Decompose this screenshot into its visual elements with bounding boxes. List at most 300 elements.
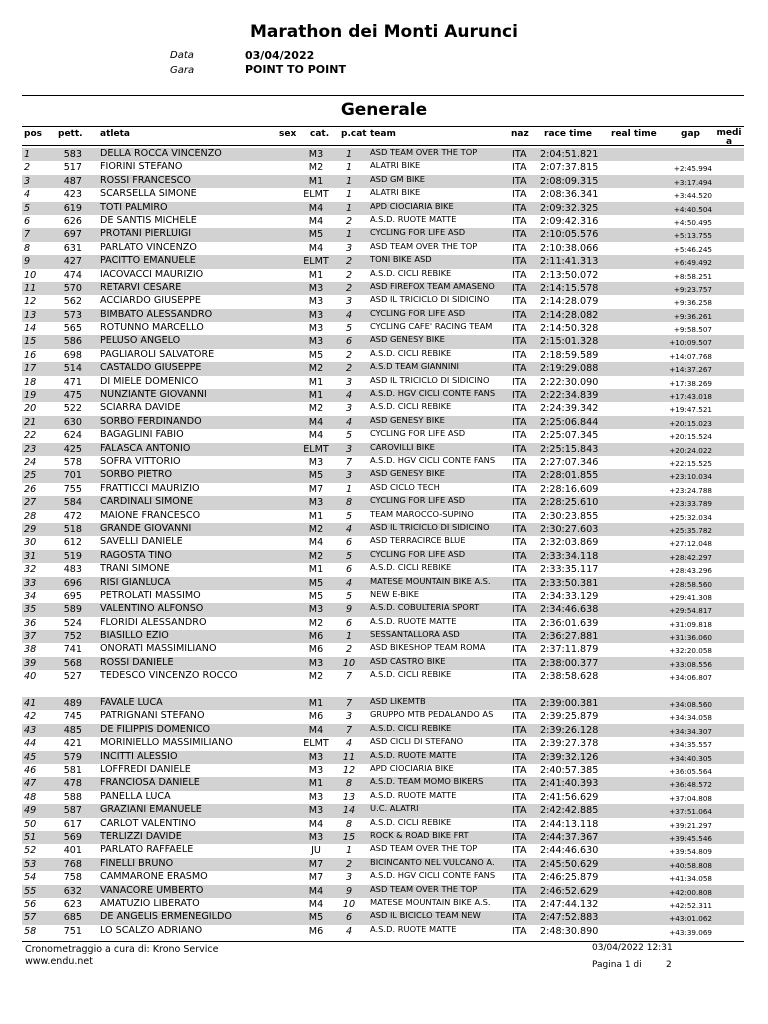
row-team: A.S.D. RUOTE MATTE (370, 615, 457, 626)
row-category: M7 (308, 483, 324, 495)
row-pos: 8 (24, 242, 31, 254)
row-category: M3 (308, 336, 324, 348)
row-nationality: ITA (512, 604, 527, 616)
row-category: M2 (308, 671, 324, 683)
row-race-time: 2:45:50.629 (540, 858, 599, 870)
row-race-time: 2:40:57.385 (540, 764, 599, 776)
row-gap: +22:15.525 (669, 458, 712, 468)
row-category-position: 8 (345, 778, 353, 790)
row-category: M3 (308, 751, 324, 763)
row-athlete: BIMBATO ALESSANDRO (100, 308, 213, 320)
row-race-time: 2:14:15.578 (540, 282, 599, 294)
row-nationality: ITA (512, 336, 527, 348)
row-gap: +23:33.789 (669, 499, 712, 509)
row-nationality: ITA (512, 644, 527, 656)
row-team: A.S.D. CICLI REBIKE (370, 669, 452, 680)
row-category-position: 1 (345, 631, 353, 643)
row-team: CYCLING FOR LIFE ASD (370, 548, 466, 559)
row-gap: +34:40.305 (669, 753, 712, 763)
row-category-position: 3 (345, 242, 353, 254)
row-nationality: ITA (512, 215, 527, 227)
row-category-position: 11 (342, 751, 356, 763)
row-athlete: NUNZIANTE GIOVANNI (100, 389, 207, 401)
row-category: M1 (308, 269, 324, 281)
row-pos: 3 (24, 175, 31, 187)
row-race-time: 2:11:41.313 (540, 256, 599, 268)
row-pett: 587 (63, 805, 82, 817)
row-team: ASD LIKEMTB (370, 696, 426, 707)
row-team: A.S.D. RUOTE MATTE (370, 213, 457, 224)
row-pett: 570 (63, 282, 82, 294)
row-category: M6 (308, 711, 324, 723)
row-nationality: ITA (512, 577, 527, 589)
row-team: NEW E-BIKE (370, 588, 420, 599)
row-nationality: ITA (512, 872, 527, 884)
footer-rule (22, 941, 744, 942)
row-gap: +17:43.018 (669, 392, 712, 402)
row-gap: +9:36.258 (673, 298, 712, 308)
row-race-time: 2:33:35.117 (540, 564, 599, 576)
row-gap: +8:58.251 (673, 271, 712, 281)
row-pos: 21 (24, 416, 37, 428)
row-pett: 755 (63, 483, 82, 495)
row-category: M6 (308, 925, 324, 937)
row-race-time: 2:10:38.066 (540, 242, 599, 254)
row-nationality: ITA (512, 202, 527, 214)
row-gap: +20:24.022 (669, 445, 712, 455)
row-gap: +39:45.546 (669, 833, 712, 843)
col-header-pos: pos (24, 129, 42, 139)
row-pett: 474 (63, 269, 82, 281)
row-category-position: 4 (345, 390, 353, 402)
row-pos: 50 (24, 818, 37, 830)
row-nationality: ITA (512, 256, 527, 268)
row-nationality: ITA (512, 590, 527, 602)
row-pett: 518 (63, 523, 82, 535)
row-pos: 16 (24, 349, 37, 361)
row-gap: +10:09.507 (669, 338, 712, 348)
row-category: M3 (308, 296, 324, 308)
row-team: TONI BIKE ASD (370, 254, 432, 265)
row-team: CYCLING CAFE' RACING TEAM (370, 321, 493, 332)
row-pos: 27 (24, 497, 37, 509)
row-race-time: 2:08:36.341 (540, 189, 599, 201)
row-nationality: ITA (512, 751, 527, 763)
row-gap: +42:00.808 (669, 887, 712, 897)
table-row (22, 925, 744, 938)
row-pos: 2 (24, 162, 31, 174)
table-top-rule (22, 126, 744, 127)
row-pett: 741 (63, 644, 82, 656)
row-pett: 768 (63, 858, 82, 870)
row-gap: +34:08.560 (669, 700, 712, 710)
row-pett: 578 (63, 456, 82, 468)
col-header-real-time: real time (611, 129, 657, 139)
row-race-time: 2:28:25.610 (540, 497, 599, 509)
row-nationality: ITA (512, 189, 527, 201)
row-athlete: ROSSI FRANCESCO (100, 174, 191, 186)
row-athlete: GRANDE GIOVANNI (100, 522, 192, 534)
row-team: ASD TEAM OVER THE TOP (370, 240, 478, 251)
row-gap: +36:48.572 (669, 780, 712, 790)
row-pos: 47 (24, 778, 37, 790)
row-team: A.S.D. RUOTE MATTE (370, 749, 457, 760)
row-athlete: FIORINI STEFANO (100, 161, 183, 173)
row-pos: 9 (24, 256, 31, 268)
page-label: Pagina 1 di (592, 960, 642, 970)
row-pos: 55 (24, 885, 37, 897)
row-race-time: 2:25:07.345 (540, 430, 599, 442)
row-nationality: ITA (512, 269, 527, 281)
row-category-position: 10 (342, 657, 356, 669)
row-pett: 565 (63, 323, 82, 335)
row-category: M4 (308, 242, 324, 254)
row-pos: 10 (24, 269, 37, 281)
row-nationality: ITA (512, 564, 527, 576)
row-team: A.S.D. TEAM MOMO BIKERS (370, 776, 484, 787)
row-gap: +4:50.495 (673, 217, 712, 227)
row-team: APD CIOCIARIA BIKE (370, 200, 454, 211)
row-nationality: ITA (512, 483, 527, 495)
row-pett: 612 (63, 537, 82, 549)
row-pett: 475 (63, 390, 82, 402)
row-pos: 17 (24, 363, 37, 375)
row-category: M4 (308, 818, 324, 830)
row-pos: 32 (24, 564, 37, 576)
row-category-position: 5 (345, 590, 353, 602)
row-race-time: 2:44:37.367 (540, 831, 599, 843)
row-pett: 568 (63, 657, 82, 669)
row-nationality: ITA (512, 925, 527, 937)
row-pos: 49 (24, 805, 37, 817)
row-athlete: FLORIDI ALESSANDRO (100, 616, 207, 628)
row-gap: +31:36.060 (669, 633, 712, 643)
row-pos: 29 (24, 523, 37, 535)
row-gap: +34:35.557 (669, 740, 712, 750)
row-category-position: 1 (345, 202, 353, 214)
row-athlete: VANACORE UMBERTO (100, 884, 204, 896)
row-gap: +6:49.492 (673, 258, 712, 268)
row-pos: 41 (24, 698, 37, 710)
row-team: APD CIOCIARIA BIKE (370, 762, 454, 773)
row-pos: 58 (24, 925, 37, 937)
row-athlete: DI MIELE DOMENICO (100, 375, 199, 387)
row-team: A.S.D. CICLI REBIKE (370, 722, 452, 733)
row-category-position: 3 (345, 443, 353, 455)
row-pett: 524 (63, 617, 82, 629)
row-athlete: TOTI PALMIRO (100, 201, 168, 213)
row-race-time: 2:09:32.325 (540, 202, 599, 214)
row-athlete: FALASCA ANTONIO (100, 442, 191, 454)
row-gap: +31:09.818 (669, 619, 712, 629)
row-nationality: ITA (512, 470, 527, 482)
row-category-position: 5 (345, 323, 353, 335)
row-category: M5 (308, 912, 324, 924)
timing-credit: Cronometraggio a cura di: Krono Service (25, 944, 219, 955)
row-category-position: 7 (345, 698, 353, 710)
row-category-position: 5 (345, 550, 353, 562)
row-athlete: BIASILLO EZIO (100, 630, 169, 642)
row-category: M2 (308, 523, 324, 535)
row-category-position: 13 (342, 791, 356, 803)
row-pos: 24 (24, 456, 37, 468)
row-pos: 40 (24, 671, 37, 683)
row-athlete: PATRIGNANI STEFANO (100, 710, 205, 722)
row-athlete: ONORATI MASSIMILIANO (100, 643, 217, 655)
row-race-time: 2:32:03.869 (540, 537, 599, 549)
row-pos: 7 (24, 229, 31, 241)
row-nationality: ITA (512, 323, 527, 335)
row-pos: 26 (24, 483, 37, 495)
row-team: ASD GENESY BIKE (370, 414, 445, 425)
row-nationality: ITA (512, 497, 527, 509)
row-gap: +37:04.808 (669, 793, 712, 803)
row-pos: 44 (24, 738, 37, 750)
row-pett: 514 (63, 363, 82, 375)
row-race-time: 2:39:26.128 (540, 724, 599, 736)
row-race-time: 2:33:34.118 (540, 550, 599, 562)
page-total: 2 (666, 960, 672, 970)
row-team: A.S.D. HGV CICLI CONTE FANS (370, 388, 496, 399)
row-category: M2 (308, 363, 324, 375)
row-team: ASD TEAM OVER THE TOP (370, 147, 478, 157)
row-nationality: ITA (512, 550, 527, 562)
row-pett: 471 (63, 376, 82, 388)
row-team: U.C. ALATRI (370, 803, 419, 814)
row-gap: +42:52.311 (669, 900, 712, 910)
gara-label: Gara (170, 65, 195, 76)
row-pett: 589 (63, 604, 82, 616)
row-category-position: 5 (345, 510, 353, 522)
table-row (22, 670, 744, 697)
row-category: M4 (308, 202, 324, 214)
row-nationality: ITA (512, 162, 527, 174)
row-pos: 46 (24, 764, 37, 776)
row-pett: 485 (63, 724, 82, 736)
row-pos: 42 (24, 711, 37, 723)
row-pos: 4 (24, 189, 31, 201)
row-race-time: 2:07:37.815 (540, 162, 599, 174)
row-category: M1 (308, 390, 324, 402)
row-athlete: DE SANTIS MICHELE (100, 214, 197, 226)
row-category-position: 2 (345, 215, 353, 227)
row-pett: 522 (63, 403, 82, 415)
row-athlete: MORINIELLO MASSIMILIANO (100, 737, 233, 749)
col-header-sex: sex (279, 129, 297, 139)
row-category: M3 (308, 831, 324, 843)
row-nationality: ITA (512, 443, 527, 455)
row-category-position: 6 (345, 336, 353, 348)
row-pett: 569 (63, 831, 82, 843)
row-nationality: ITA (512, 363, 527, 375)
row-nationality: ITA (512, 537, 527, 549)
row-pett: 584 (63, 497, 82, 509)
row-athlete: RISI GIANLUCA (100, 576, 171, 588)
row-gap: +3:44.520 (673, 191, 712, 201)
row-gap: +40:58.808 (669, 860, 712, 870)
row-category-position: 1 (345, 189, 353, 201)
row-category-position: 3 (345, 296, 353, 308)
row-pos: 45 (24, 751, 37, 763)
row-team: A.S.D. HGV CICLI CONTE FANS (370, 454, 496, 465)
row-category: M4 (308, 215, 324, 227)
row-category-position: 4 (345, 925, 353, 937)
row-athlete: ACCIARDO GIUSEPPE (100, 295, 201, 307)
row-race-time: 2:48:30.890 (540, 925, 599, 937)
row-athlete: FRANCIOSA DANIELE (100, 777, 200, 789)
row-pett: 631 (63, 242, 82, 254)
row-athlete: IACOVACCI MAURIZIO (100, 268, 204, 280)
row-pos: 28 (24, 510, 37, 522)
row-team: ASD IL TRICICLO DI SIDICINO (370, 521, 490, 532)
row-gap: +9:58.507 (673, 325, 712, 335)
row-athlete: PACITTO EMANUELE (100, 255, 196, 267)
row-athlete: FAVALE LUCA (100, 697, 163, 709)
row-team: ASD GENESY BIKE (370, 334, 445, 345)
row-category-position: 3 (345, 711, 353, 723)
row-gap: +20:15.023 (669, 418, 712, 428)
row-athlete: LOFFREDI DANIELE (100, 763, 191, 775)
row-race-time: 2:28:16.609 (540, 483, 599, 495)
website-link[interactable]: www.endu.net (25, 956, 93, 967)
row-category-position: 1 (345, 162, 353, 174)
row-pos: 48 (24, 791, 37, 803)
row-category: ELMT (303, 256, 329, 268)
row-nationality: ITA (512, 296, 527, 308)
row-pett: 583 (63, 149, 82, 160)
row-team: SESSANTALLORA ASD (370, 629, 460, 640)
row-nationality: ITA (512, 631, 527, 643)
row-pett: 630 (63, 416, 82, 428)
row-race-time: 2:33:50.381 (540, 577, 599, 589)
row-race-time: 2:34:33.129 (540, 590, 599, 602)
row-race-time: 2:19:29.088 (540, 363, 599, 375)
row-team: A.S.D. COBULTERIA SPORT (370, 602, 480, 613)
row-athlete: AMATUZIO LIBERATO (100, 897, 200, 909)
row-category: M2 (308, 403, 324, 415)
row-race-time: 2:28:01.855 (540, 470, 599, 482)
row-pett: 752 (63, 631, 82, 643)
row-race-time: 2:30:23.855 (540, 510, 599, 522)
row-athlete: TERLIZZI DAVIDE (100, 830, 182, 842)
row-category-position: 2 (345, 256, 353, 268)
row-gap: +28:42.297 (669, 552, 712, 562)
row-pos: 20 (24, 403, 37, 415)
row-category: M4 (308, 430, 324, 442)
row-team: CYCLING FOR LIFE ASD (370, 428, 466, 439)
row-pett: 632 (63, 885, 82, 897)
row-pos: 13 (24, 309, 37, 321)
row-pos: 15 (24, 336, 37, 348)
row-race-time: 2:41:40.393 (540, 778, 599, 790)
row-pett: 588 (63, 791, 82, 803)
row-category: M1 (308, 376, 324, 388)
row-team: A.S.D. CICLI REBIKE (370, 401, 452, 412)
row-team: ASD TERRACIRCE BLUE (370, 535, 466, 546)
row-team: ASD CASTRO BIKE (370, 655, 446, 666)
row-category-position: 4 (345, 309, 353, 321)
row-athlete: SCARSELLA SIMONE (100, 188, 197, 200)
row-nationality: ITA (512, 617, 527, 629)
row-nationality: ITA (512, 309, 527, 321)
row-team: BICINCANTO NEL VULCANO A. (370, 856, 495, 867)
row-category: M5 (308, 590, 324, 602)
row-category: M3 (308, 309, 324, 321)
col-header-gap: gap (681, 129, 700, 139)
row-gap: +39:54.809 (669, 847, 712, 857)
row-race-time: 2:08:09.315 (540, 175, 599, 187)
row-team: ASD FIREFOX TEAM AMASENO (370, 280, 495, 291)
row-gap: +32:20.058 (669, 646, 712, 656)
row-gap: +19:47.521 (669, 405, 712, 415)
row-race-time: 2:36:27.881 (540, 631, 599, 643)
row-pett: 517 (63, 162, 82, 174)
row-pett: 626 (63, 215, 82, 227)
col-header-pett: pett. (58, 129, 83, 139)
row-category: M2 (308, 162, 324, 174)
col-header-pcat: p.cat (341, 129, 367, 139)
row-category: ELMT (303, 443, 329, 455)
row-pos: 43 (24, 724, 37, 736)
row-team: MATESE MOUNTAIN BIKE A.S. (370, 896, 491, 907)
row-pett: 489 (63, 698, 82, 710)
row-athlete: CARLOT VALENTINO (100, 817, 196, 829)
row-category: M2 (308, 617, 324, 629)
row-category: M3 (308, 604, 324, 616)
row-team: A.S.D TEAM GIANNINI (370, 361, 459, 372)
row-nationality: ITA (512, 510, 527, 522)
row-athlete: PARLATO VINCENZO (100, 241, 197, 253)
row-pett: 427 (63, 256, 82, 268)
row-team: A.S.D. HGV CICLI CONTE FANS (370, 870, 496, 881)
row-category-position: 15 (342, 831, 356, 843)
row-athlete: SORBO FERDINANDO (100, 415, 202, 427)
row-category: M3 (308, 282, 324, 294)
row-race-time: 2:44:13.118 (540, 818, 599, 830)
row-team: ROCK & ROAD BIKE FRT (370, 829, 469, 840)
row-category-position: 9 (345, 885, 353, 897)
row-race-time: 2:15:01.328 (540, 336, 599, 348)
row-category-position: 7 (345, 724, 353, 736)
row-nationality: ITA (512, 778, 527, 790)
header-divider (22, 95, 744, 96)
row-nationality: ITA (512, 698, 527, 710)
row-nationality: ITA (512, 390, 527, 402)
row-category: M4 (308, 416, 324, 428)
row-category-position: 10 (342, 898, 356, 910)
row-athlete: CAMMARONE ERASMO (100, 871, 208, 883)
row-nationality: ITA (512, 349, 527, 361)
row-category-position: 2 (345, 858, 353, 870)
row-gap: +3:17.494 (673, 177, 712, 187)
row-category: M7 (308, 858, 324, 870)
row-race-time: 2:46:25.879 (540, 872, 599, 884)
row-nationality: ITA (512, 523, 527, 535)
row-team: A.S.D. RUOTE MATTE (370, 923, 457, 934)
row-category: M5 (308, 577, 324, 589)
row-nationality: ITA (512, 738, 527, 750)
row-pos: 54 (24, 872, 37, 884)
row-race-time: 2:34:46.638 (540, 604, 599, 616)
row-nationality: ITA (512, 229, 527, 241)
row-gap: +39:21.297 (669, 820, 712, 830)
row-athlete: RETARVI CESARE (100, 281, 182, 293)
row-nationality: ITA (512, 376, 527, 388)
row-gap: +28:43.296 (669, 566, 712, 576)
row-pett: 425 (63, 443, 82, 455)
row-gap: +14:07.768 (669, 351, 712, 361)
row-category-position: 1 (345, 149, 353, 160)
